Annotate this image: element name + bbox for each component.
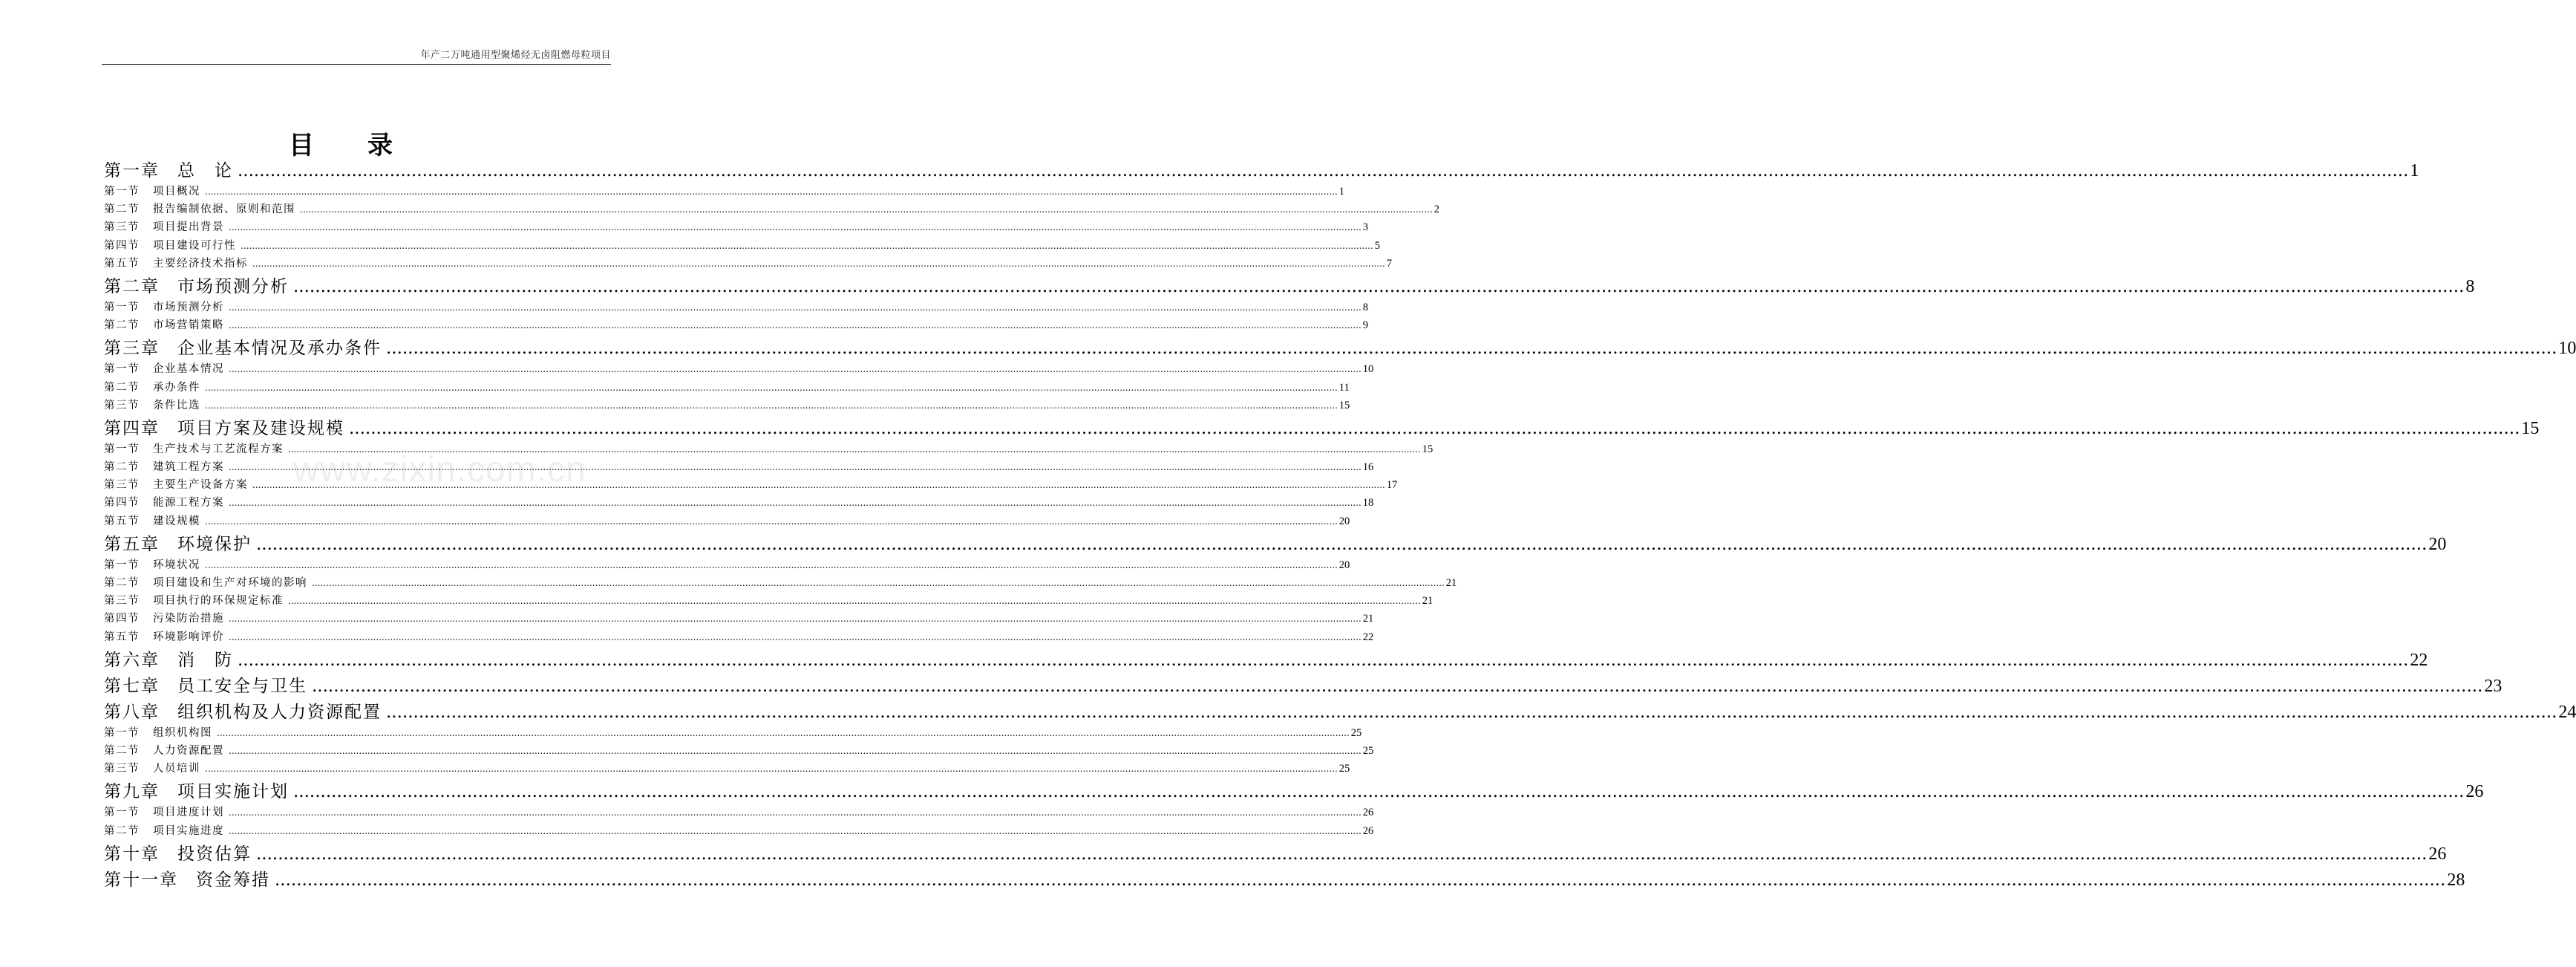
toc-entry-number: 第九章: [104, 782, 160, 802]
toc-entry-title: 承办条件: [153, 381, 200, 394]
toc-section-entry[interactable]: [104, 724, 1362, 742]
toc-entry-number: 第一节: [104, 726, 140, 739]
toc-entry-number: 第一节: [104, 301, 140, 313]
toc-entry-title: 人员培训: [153, 763, 200, 775]
toc-leader-dots: ................................................................................................................................................................................................................................................................................................................................................................................................................: [241, 240, 1373, 251]
toc-page-number: 20: [1338, 515, 1350, 527]
toc-leader-dots: ................................................................................................................................................................................................................................................................................................................................................................................................................: [252, 480, 1385, 491]
toc-leader-dots: ................................................................................................................................................................................................................................................................................................................................................................................................................: [293, 782, 2465, 802]
toc-entry-number: 第四节: [104, 613, 140, 625]
toc-entry-number: 第三节: [104, 479, 140, 492]
toc-page-number: 26: [1362, 807, 1374, 819]
toc-leader-dots: ................................................................................................................................................................................................................................................................................................................................................................................................................: [229, 222, 1361, 233]
toc-leader-dots: ................................................................................................................................................................................................................................................................................................................................................................................................................: [288, 596, 1421, 607]
toc-leader-dots: ................................................................................................................................................................................................................................................................................................................................................................................................................: [275, 870, 2446, 890]
toc-entry-number: 第一章: [104, 161, 160, 180]
toc-entry-title: 污染防治措施: [153, 613, 224, 625]
toc-page-number: 26: [1362, 824, 1374, 837]
toc-leader-dots: ................................................................................................................................................................................................................................................................................................................................................................................................................: [349, 418, 2520, 438]
toc-page-number: 1: [2410, 161, 2419, 180]
toc-leader-dots: ................................................................................................................................................................................................................................................................................................................................................................................................................: [229, 807, 1361, 818]
toc-entry-number: 第四章: [104, 418, 160, 438]
toc-entry-title: 报告编制依据、原则和范围: [153, 204, 295, 216]
toc-leader-dots: ................................................................................................................................................................................................................................................................................................................................................................................................................: [205, 559, 1338, 570]
toc-entry-number: 第五节: [104, 631, 140, 643]
toc-section-entry[interactable]: [104, 628, 1374, 646]
toc-leader-dots: ................................................................................................................................................................................................................................................................................................................................................................................................................: [256, 534, 2428, 554]
toc-entry-title: 市场营销策略: [153, 319, 224, 332]
toc-leader-dots: ................................................................................................................................................................................................................................................................................................................................................................................................................: [229, 631, 1361, 642]
toc-page-number: 26: [2465, 782, 2484, 802]
toc-entry-title: 项目进度计划: [153, 807, 224, 819]
toc-entry-title: 主要经济技术指标: [153, 257, 248, 270]
toc-entry-number: 第二章: [104, 276, 160, 296]
toc-entry-title: 企业基本情况: [153, 363, 224, 376]
toc-entry-number: 第十一章: [104, 870, 178, 890]
toc-entry-title: 员工安全与卫生: [177, 676, 307, 696]
toc-leader-dots: ................................................................................................................................................................................................................................................................................................................................................................................................................: [229, 498, 1361, 509]
toc-leader-dots: ................................................................................................................................................................................................................................................................................................................................................................................................................: [238, 650, 2409, 670]
toc-section-entry[interactable]: [104, 299, 1369, 316]
toc-leader-dots: ................................................................................................................................................................................................................................................................................................................................................................................................................: [205, 515, 1338, 527]
toc-leader-dots: ................................................................................................................................................................................................................................................................................................................................................................................................................: [217, 727, 1350, 738]
toc-entry-title: 建设规模: [153, 515, 200, 527]
toc-leader-dots: ................................................................................................................................................................................................................................................................................................................................................................................................................: [229, 320, 1361, 331]
toc-chapter-entry[interactable]: [104, 698, 2576, 724]
toc-section-entry[interactable]: [104, 556, 1350, 574]
toc-entry-title: 人力资源配置: [153, 744, 224, 757]
toc-entry-number: 第二节: [104, 824, 140, 837]
toc-leader-dots: ................................................................................................................................................................................................................................................................................................................................................................................................................: [288, 443, 1421, 455]
toc-section-entry[interactable]: [104, 397, 1350, 414]
toc-section-entry[interactable]: [104, 379, 1350, 397]
toc-entry-title: 项目方案及建设规模: [177, 418, 344, 438]
toc-entry-title: 总 论: [177, 161, 233, 180]
toc-leader-dots: ................................................................................................................................................................................................................................................................................................................................................................................................................: [256, 844, 2428, 864]
toc-entry-number: 第三节: [104, 399, 140, 411]
toc-section-entry[interactable]: [104, 360, 1374, 378]
toc-page-number: 10: [2558, 339, 2576, 359]
toc-leader-dots: ................................................................................................................................................................................................................................................................................................................................................................................................................: [205, 763, 1338, 775]
toc-entry-title: 消 防: [177, 650, 233, 670]
toc-page-number: 22: [2410, 650, 2428, 670]
toc-section-entry[interactable]: [104, 218, 1369, 236]
toc-leader-dots: ................................................................................................................................................................................................................................................................................................................................................................................................................: [386, 702, 2557, 722]
toc-leader-dots: ................................................................................................................................................................................................................................................................................................................................................................................................................: [312, 676, 2483, 696]
toc-leader-dots: ................................................................................................................................................................................................................................................................................................................................................................................................................: [229, 825, 1361, 836]
toc-section-entry[interactable]: [104, 476, 1398, 494]
toc-page-number: 21: [1362, 613, 1374, 625]
watermark: www.zixin.com.cn: [293, 450, 586, 489]
toc-page-number: 25: [1350, 726, 1362, 739]
toc-section-entry[interactable]: [104, 760, 1350, 778]
toc-leader-dots: ................................................................................................................................................................................................................................................................................................................................................................................................................: [229, 364, 1361, 375]
toc-section-entry[interactable]: [104, 512, 1350, 530]
toc-leader-dots: ................................................................................................................................................................................................................................................................................................................................................................................................................: [238, 161, 2409, 180]
toc-entry-number: 第八章: [104, 702, 160, 722]
toc-chapter-entry[interactable]: [104, 334, 2576, 360]
toc-entry-number: 第二节: [104, 204, 140, 216]
toc-section-entry[interactable]: [104, 255, 1393, 273]
toc-leader-dots: ................................................................................................................................................................................................................................................................................................................................................................................................................: [205, 382, 1338, 393]
header-rule: [102, 64, 611, 65]
toc-entry-number: 第二节: [104, 461, 140, 474]
toc-entry-title: 项目执行的环保规定标准: [153, 595, 284, 608]
toc-section-entry[interactable]: [104, 822, 1374, 840]
toc-section-entry[interactable]: [104, 610, 1374, 628]
toc-section-entry[interactable]: [104, 183, 1345, 201]
toc-page-number: 21: [1445, 577, 1457, 589]
toc-section-entry[interactable]: [104, 494, 1374, 512]
toc-entry-number: 第十章: [104, 844, 160, 864]
toc-leader-dots: ................................................................................................................................................................................................................................................................................................................................................................................................................: [386, 339, 2557, 359]
toc-chapter-entry[interactable]: [104, 840, 2447, 866]
toc-page-number: 15: [1422, 443, 1434, 455]
toc-entry-number: 第二节: [104, 744, 140, 757]
toc-entry-number: 第三节: [104, 221, 140, 234]
toc-leader-dots: ................................................................................................................................................................................................................................................................................................................................................................................................................: [312, 578, 1445, 588]
toc-section-entry[interactable]: [104, 440, 1434, 458]
toc-page-number: 3: [1362, 221, 1369, 234]
toc-page-number: 20: [2428, 534, 2447, 554]
toc-entry-title: 环境保护: [177, 534, 252, 554]
toc-page-number: 24: [2558, 702, 2576, 722]
toc-entry-title: 能源工程方案: [153, 497, 224, 509]
toc-entry-number: 第一节: [104, 443, 140, 455]
toc-entry-number: 第三节: [104, 595, 140, 608]
toc-entry-number: 第一节: [104, 559, 140, 571]
toc-leader-dots: ................................................................................................................................................................................................................................................................................................................................................................................................................: [293, 276, 2465, 296]
toc-entry-number: 第四节: [104, 239, 140, 252]
toc-leader-dots: ................................................................................................................................................................................................................................................................................................................................................................................................................: [229, 302, 1361, 313]
toc-page-number: 8: [2465, 276, 2475, 296]
toc-entry-title: 项目提出背景: [153, 221, 224, 234]
toc-page-number: 5: [1374, 239, 1381, 252]
toc-leader-dots: ................................................................................................................................................................................................................................................................................................................................................................................................................: [205, 186, 1338, 197]
toc-leader-dots: ................................................................................................................................................................................................................................................................................................................................................................................................................: [229, 745, 1361, 756]
toc-leader-dots: ................................................................................................................................................................................................................................................................................................................................................................................................................: [229, 613, 1361, 625]
toc-page-number: 25: [1338, 763, 1350, 775]
toc-entry-number: 第一节: [104, 186, 140, 198]
toc-leader-dots: ................................................................................................................................................................................................................................................................................................................................................................................................................: [205, 400, 1338, 411]
toc-entry-title: 项目概况: [153, 186, 200, 198]
toc-entry-title: 投资估算: [177, 844, 252, 864]
toc-entry-number: 第三章: [104, 339, 160, 359]
toc-entry-title: 建筑工程方案: [153, 461, 224, 474]
toc-page-number: 1: [1338, 186, 1345, 198]
toc-page-number: 18: [1362, 497, 1374, 509]
toc-page-number: 16: [1362, 461, 1374, 474]
toc-section-entry[interactable]: [104, 804, 1374, 821]
toc-leader-dots: ................................................................................................................................................................................................................................................................................................................................................................................................................: [300, 204, 1433, 215]
toc-entry-number: 第六章: [104, 650, 160, 670]
toc-entry-title: 市场预测分析: [153, 301, 224, 313]
toc-section-entry[interactable]: [104, 316, 1369, 334]
toc-page-number: 20: [1338, 559, 1350, 571]
toc-entry-title: 环境状况: [153, 559, 200, 571]
toc-page-number: 2: [1434, 204, 1440, 216]
toc-chapter-entry[interactable]: [104, 672, 2503, 698]
toc-entry-number: 第一节: [104, 807, 140, 819]
toc-entry-title: 主要生产设备方案: [153, 479, 248, 492]
toc-entry-title: 资金筹措: [196, 870, 270, 890]
toc-entry-title: 条件比选: [153, 399, 200, 411]
toc-entry-number: 第三节: [104, 763, 140, 775]
toc-section-entry[interactable]: [104, 742, 1374, 760]
toc-entry-title: 项目实施进度: [153, 824, 224, 837]
toc-title-left: 目: [289, 131, 316, 160]
running-header: 年产二万吨通用型聚烯烃无卤阻燃母粒项目: [420, 50, 611, 61]
toc-leader-dots: ................................................................................................................................................................................................................................................................................................................................................................................................................: [229, 462, 1361, 473]
toc-page-number: 28: [2447, 870, 2465, 890]
toc-title: [0, 125, 683, 161]
toc-entry-number: 第五节: [104, 257, 140, 270]
toc-chapter-entry[interactable]: [104, 414, 2540, 440]
toc-entry-title: 项目建设和生产对环境的影响: [153, 577, 307, 589]
toc-chapter-entry[interactable]: [104, 778, 2484, 804]
toc-page-number: 25: [1362, 744, 1374, 757]
toc-entry-title: 企业基本情况及承办条件: [177, 339, 382, 359]
toc-section-entry[interactable]: [104, 574, 1457, 592]
toc-entry-number: 第五节: [104, 515, 140, 527]
toc-entry-number: 第一节: [104, 363, 140, 376]
toc-page-number: 7: [1386, 257, 1393, 270]
toc-entry-title: 市场预测分析: [177, 276, 289, 296]
toc-entry-title: 生产技术与工艺流程方案: [153, 443, 284, 455]
toc-entry-number: 第二节: [104, 577, 140, 589]
toc-entry-title: 组织机构图: [153, 726, 212, 739]
toc-page-number: 23: [2484, 676, 2503, 696]
toc-section-entry[interactable]: [104, 237, 1381, 255]
toc-page-number: 15: [1338, 399, 1350, 411]
toc-page-number: 15: [2521, 418, 2540, 438]
toc-entry-number: 第四节: [104, 497, 140, 509]
toc-page-number: 26: [2428, 844, 2447, 864]
toc-entry-title: 项目实施计划: [177, 782, 289, 802]
table-of-contents: [104, 157, 2576, 892]
toc-entry-number: 第五章: [104, 534, 160, 554]
toc-section-entry[interactable]: [104, 201, 1440, 218]
toc-leader-dots: ................................................................................................................................................................................................................................................................................................................................................................................................................: [252, 258, 1385, 269]
toc-page-number: 9: [1362, 319, 1369, 332]
toc-chapter-entry[interactable]: [104, 273, 2475, 299]
toc-chapter-entry[interactable]: [104, 530, 2447, 556]
toc-page-number: 17: [1386, 479, 1398, 492]
toc-page-number: 8: [1362, 301, 1369, 313]
toc-page-number: 10: [1362, 363, 1374, 376]
toc-entry-number: 第二节: [104, 319, 140, 332]
toc-page-number: 11: [1338, 381, 1350, 394]
toc-entry-title: 环境影响评价: [153, 631, 224, 643]
toc-page-number: 21: [1422, 595, 1434, 608]
toc-page-number: 22: [1362, 631, 1374, 643]
toc-section-entry[interactable]: [104, 592, 1434, 610]
toc-chapter-entry[interactable]: [104, 646, 2428, 672]
toc-chapter-entry[interactable]: [104, 157, 2419, 183]
toc-title-right: 录: [367, 131, 394, 160]
toc-entry-number: 第二节: [104, 381, 140, 394]
toc-entry-title: 项目建设可行性: [153, 239, 236, 252]
toc-entry-number: 第七章: [104, 676, 160, 696]
toc-chapter-entry[interactable]: [104, 866, 2465, 892]
toc-section-entry[interactable]: [104, 458, 1374, 476]
toc-entry-title: 组织机构及人力资源配置: [177, 702, 382, 722]
